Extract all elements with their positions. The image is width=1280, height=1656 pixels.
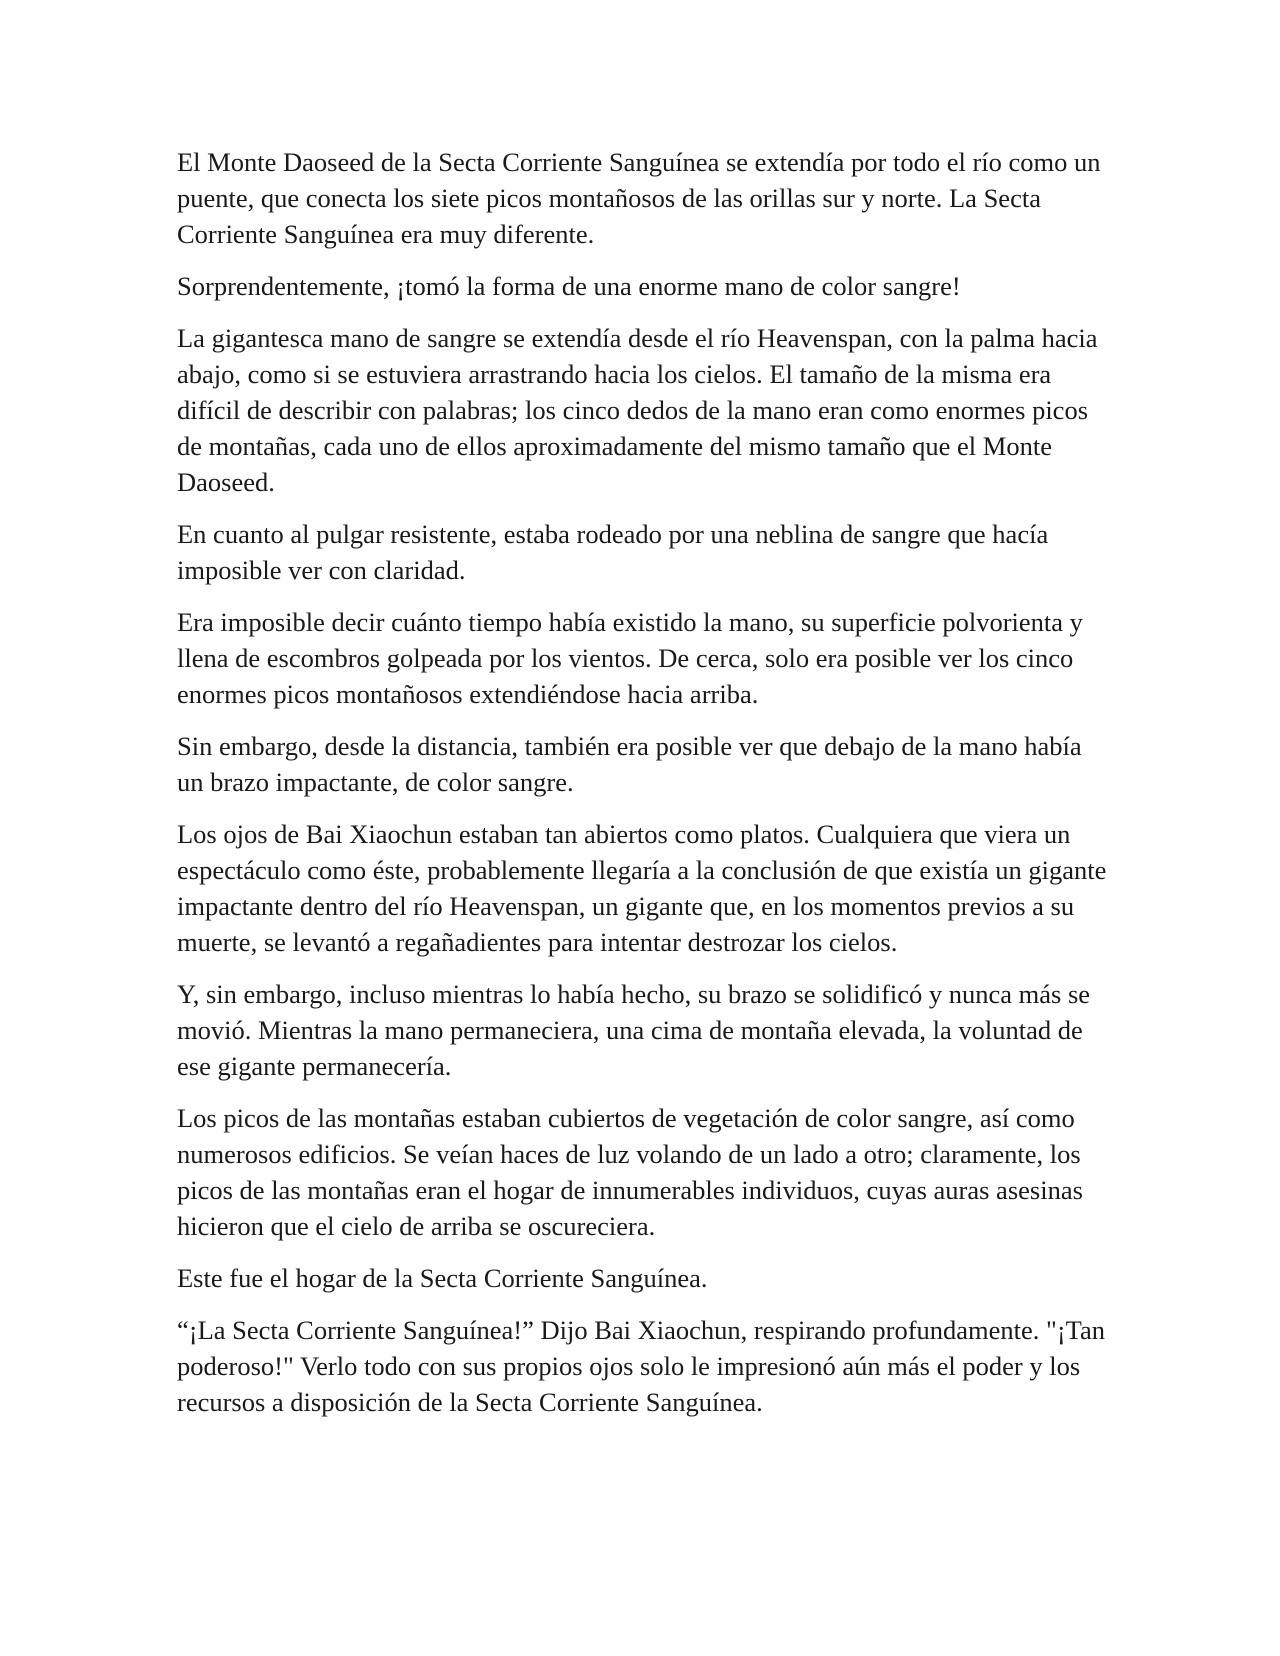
paragraph: Sin embargo, desde la distancia, también era posible ver que debajo de la mano había un brazo impactante, de color sangre.	[177, 731, 1082, 797]
paragraph: Sorprendentemente, ¡tomó la forma de una enorme mano de color sangre!	[177, 271, 961, 301]
paragraph: Los ojos de Bai Xiaochun estaban tan abiertos como platos. Cualquiera que viera un espectáculo como éste, probablemente llegaría a la conclusión de que existía un gigante impactante dentro del río Heavenspan, un gigante que, en los momentos previos a su muerte, se levantó a regañadientes para intentar destrozar los cielos.	[177, 819, 1107, 957]
paragraph: Los picos de las montañas estaban cubiertos de vegetación de color sangre, así como numerosos edificios. Se veían haces de luz volando de un lado a otro; claramente, los picos de las montañas eran el hogar de innumerables individuos, cuyas auras asesinas hicieron que el cielo de arriba se oscureciera.	[177, 1103, 1083, 1241]
document-page	[177, 144, 1112, 1436]
paragraph: En cuanto al pulgar resistente, estaba rodeado por una neblina de sangre que hacía imposible ver con claridad.	[177, 519, 1049, 585]
paragraph: El Monte Daoseed de la Secta Corriente Sanguínea se extendía por todo el río como un puente, que conecta los siete picos montañosos de las orillas sur y norte. La Secta Corriente Sanguínea era muy diferente.	[177, 147, 1101, 249]
paragraph: Y, sin embargo, incluso mientras lo había hecho, su brazo se solidificó y nunca más se movió. Mientras la mano permaneciera, una cima de montaña elevada, la voluntad de ese gigante permanecería.	[177, 979, 1091, 1081]
paragraph: La gigantesca mano de sangre se extendía desde el río Heavenspan, con la palma hacia abajo, como si se estuviera arrastrando hacia los cielos. El tamaño de la misma era difícil de describir con palabras; los cinco dedos de la mano eran como enormes picos de montañas, cada uno de ellos aproximadamente del mismo tamaño que el Monte Daoseed.	[177, 323, 1098, 497]
paragraph: Este fue el hogar de la Secta Corriente Sanguínea.	[177, 1263, 708, 1293]
paragraph: Era imposible decir cuánto tiempo había existido la mano, su superficie polvorienta y llena de escombros golpeada por los vientos. De cerca, solo era posible ver los cinco enormes picos montañosos extendiéndose hacia arriba.	[177, 607, 1083, 709]
paragraph: “¡La Secta Corriente Sanguínea!” Dijo Bai Xiaochun, respirando profundamente. "¡Tan poderoso!" Verlo todo con sus propios ojos solo le impresionó aún más el poder y los recursos a disposición de la Secta Corriente Sanguínea.	[177, 1315, 1106, 1417]
